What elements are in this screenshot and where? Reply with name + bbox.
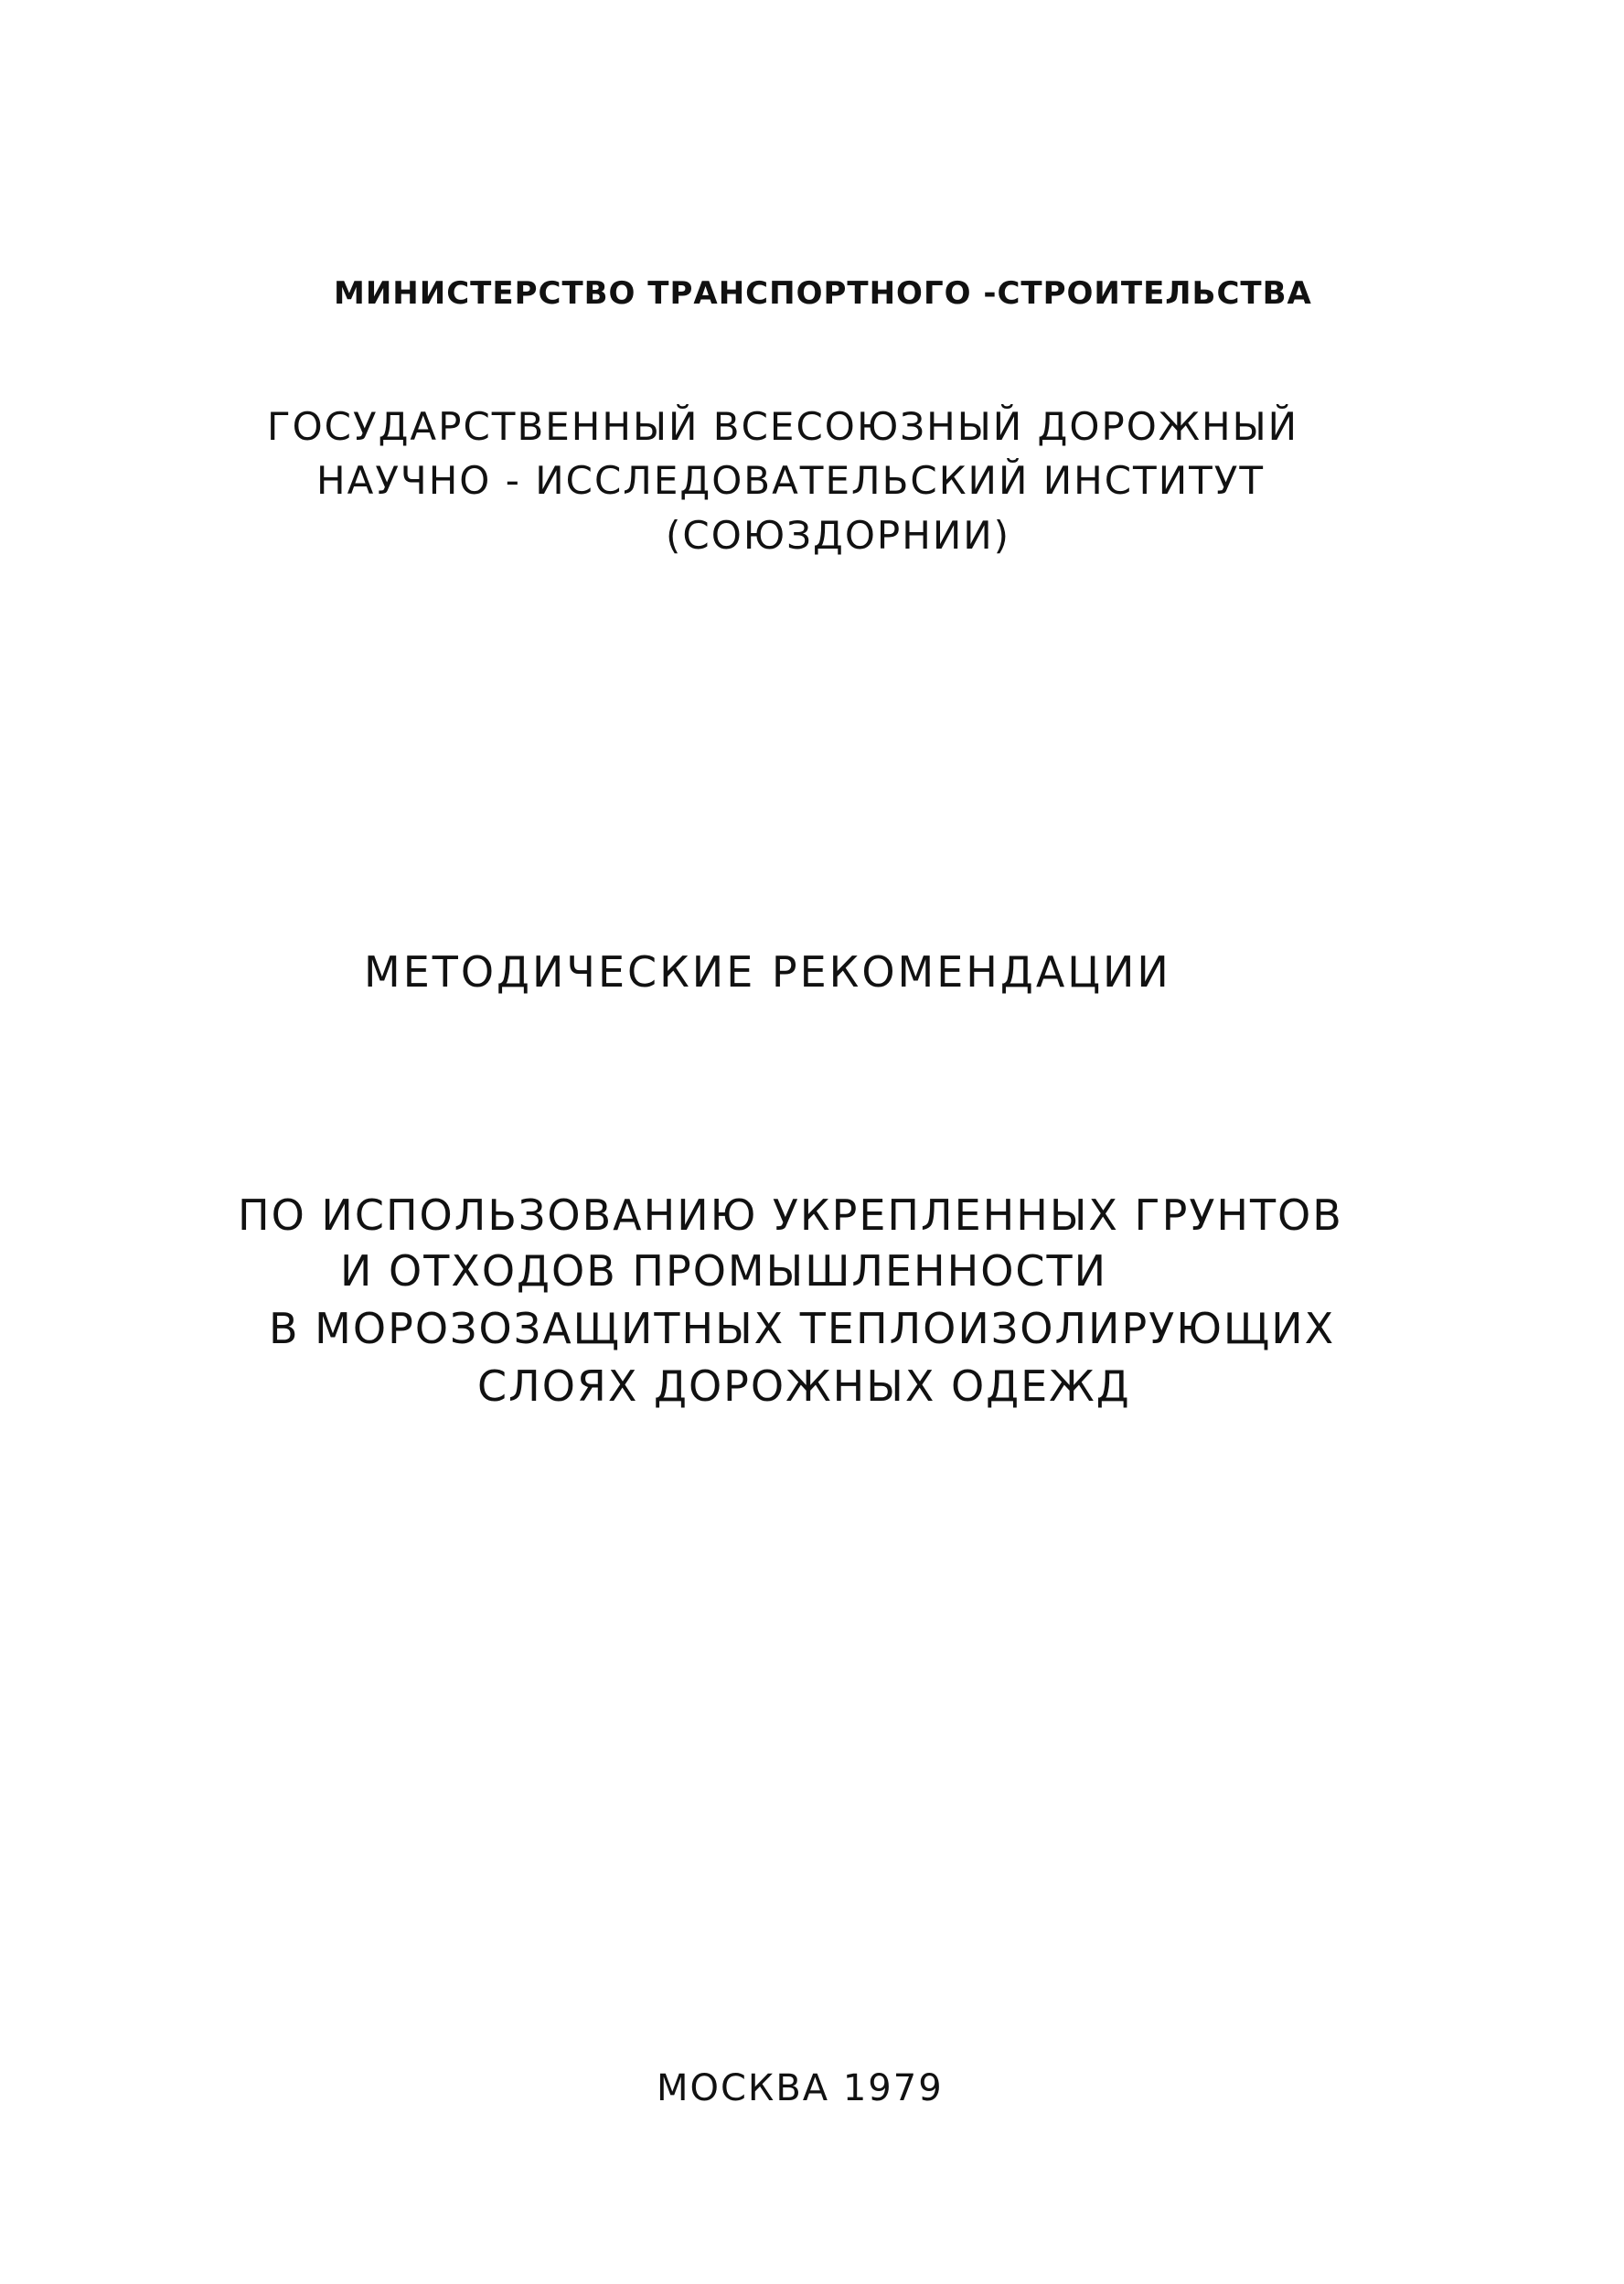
document-subtitle-line: СЛОЯХ ДОРОЖНЫХ ОДЕЖД (477, 1361, 1131, 1411)
document-type-title: МЕТОДИЧЕСКИЕ РЕКОМЕНДАЦИИ (364, 947, 1171, 997)
document-subtitle-line: И ОТХОДОВ ПРОМЫШЛЕННОСТИ (340, 1246, 1108, 1296)
ministry-name: МИНИСТЕРСТВО ТРАНСПОРТНОГО -СТРОИТЕЛЬСТВА (334, 275, 1312, 312)
institute-name-line: НАУЧНО - ИССЛЕДОВАТЕЛЬСКИЙ ИНСТИТУТ (316, 458, 1266, 503)
place-and-year: МОСКВА 1979 (657, 2067, 944, 2109)
document-subtitle-line: ПО ИСПОЛЬЗОВАНИЮ УКРЕПЛЕННЫХ ГРУНТОВ (238, 1190, 1343, 1240)
institute-abbreviation: (СОЮЗДОРНИИ) (666, 513, 1011, 558)
institute-name-line: ГОСУДАРСТВЕННЫЙ ВСЕСОЮЗНЫЙ ДОРОЖНЫЙ (267, 404, 1299, 449)
document-subtitle-line: В МОРОЗОЗАЩИТНЫХ ТЕПЛОИЗОЛИРУЮЩИХ (269, 1304, 1336, 1353)
